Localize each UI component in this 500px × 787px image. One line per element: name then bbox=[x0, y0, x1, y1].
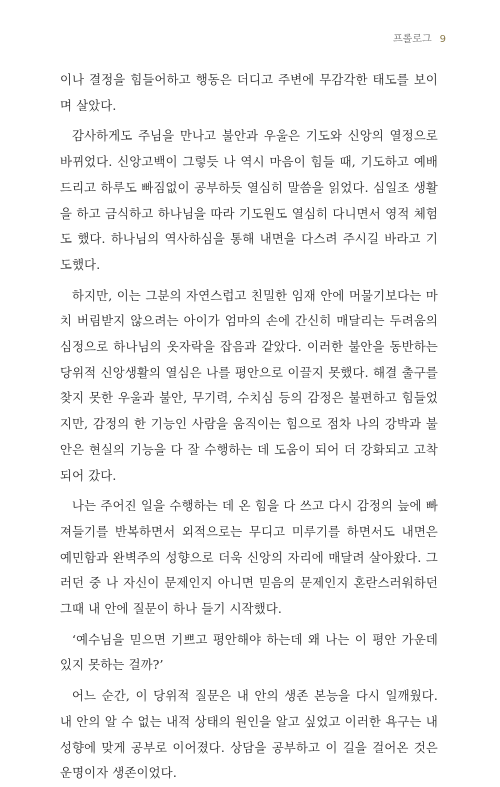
paragraph: 이나 결정을 힘들어하고 행동은 더디고 주변에 무감각한 태도를 보이며 살았다. bbox=[60, 73, 438, 113]
paragraph: 나는 주어진 일을 수행하는 데 온 힘을 다 쓰고 다시 감정의 늪에 빠져들기를 반복하면서 외적으로는 무디고 미루기를 하면서도 내면은 예민함과 완벽주의 성향으로 더욱 신앙의 자리에 매달려 살아왔다. 그러던 중 나 자신이 문제인지 아니면 믿음의 문제인지 혼란스러워하던 그때 내 안에 질문이 하나 들기 시작했다. bbox=[60, 499, 438, 617]
page-number: 9 bbox=[439, 34, 446, 45]
paragraph: 어느 순간, 이 당위적 질문은 내 안의 생존 본능을 다시 일깨웠다. 내 안의 알 수 없는 내적 상태의 원인을 알고 싶었고 이러한 욕구는 내 성향에 맞게 공부로 이어졌다. 상담을 공부하고 이 길을 걸어온 것은 운명이자 생존이었다. bbox=[60, 689, 438, 781]
section-title: 프롤로그 bbox=[392, 34, 432, 45]
paragraph: 하지만, 이는 그분의 자연스럽고 친밀한 임재 안에 머물기보다는 마치 버림받지 않으려는 아이가 엄마의 손에 간신히 매달리는 두려움의 심정으로 하나님의 옷자락을 잡음과 같았다. 이러한 불안을 동반하는 당위적 신앙생활의 열심은 나를 평안으로 이끌지 못했다. 해결 출구를 찾지 못한 우울과 불안, 무기력, 수치심 등의 감정은 불편하고 힘들었지만, 감정의 한 기능인 사람을 움직이는 힘으로 점차 나의 강박과 불안은 현실의 기능을 다 잘 수행하는 데 도움이 되어 더 강화되고 고착되어 갔다. bbox=[60, 288, 438, 483]
body-text bbox=[60, 68, 438, 787]
paragraph: 감사하게도 주님을 만나고 불안과 우울은 기도와 신앙의 열정으로 바뀌었다. 신앙고백이 그렇듯 나 역시 마음이 힘들 때, 기도하고 예배드리고 하루도 빠짐없이 공부하듯 열심히 말씀을 읽었다. 심일조 생활을 하고 금식하고 하나님을 따라 기도원도 열심히 다니면서 영적 체험도 했다. 하나님의 역사하심을 통해 내면을 다스려 주시길 바라고 기도했다. bbox=[60, 129, 438, 272]
running-header bbox=[393, 30, 446, 45]
quoted-question: ‘예수님을 믿으면 기쁘고 평안해야 하는데 왜 나는 이 평안 가운데 있지 못하는 걸까?’ bbox=[60, 632, 438, 673]
